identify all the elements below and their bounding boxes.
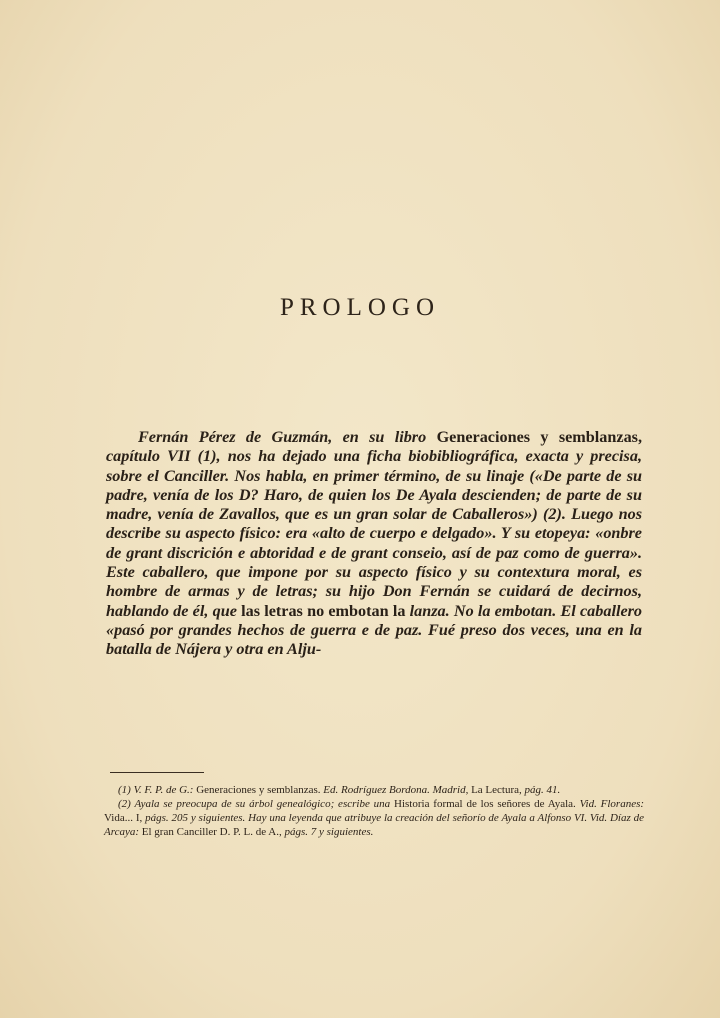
footnote-title: Vida... I, bbox=[104, 812, 143, 824]
footnote-text: Vid. Floranes: bbox=[579, 798, 645, 810]
footnote-text: págs. 7 y siguientes. bbox=[284, 826, 374, 838]
footnote-title: La Lectura, bbox=[471, 784, 522, 796]
text-run: lanza. No la embotan. El caballero «pasó por grandes hechos de guerra e de paz. Fué preso dos veces, una en la batalla de Nájera y otra en Alju- bbox=[106, 601, 643, 659]
footnote-text: (2) Ayala se preocupa de su árbol genealógico; escribe una bbox=[118, 798, 391, 810]
text-run: capítulo VII (1), nos ha dejado una ficha biobibliográfica, exacta y precisa, sobre el Canciller. Nos habla, en primer término, de su linaje («De parte de su padre, venía de los D? Haro, de quien los De Ayala descienden; de parte de su madre, venía de Zavallos, que es un gran solar de Caballeros») (2). Luego nos describe su aspecto físico: era «alto de cuerpo e delgado». Y su etopeya: «onbre de grant discrición e abtoridad e de grant conseio, así de paz como de guerra». Este caballero, que impone por su aspecto físico y su contextura moral, es hombre de armas y de letras; su hijo Don Fernán se cuidará de decirnos, hablando de él, que bbox=[106, 447, 642, 620]
page-title: PROLOGO bbox=[279, 294, 441, 321]
footnote-divider bbox=[110, 772, 204, 773]
footnote-title: Generaciones y semblanzas. bbox=[196, 784, 321, 796]
footnote-title: El gran Canciller D. P. L. de A., bbox=[141, 826, 282, 838]
quoted-phrase: las letras no embotan la bbox=[241, 601, 406, 620]
footnote-text: pág. 41. bbox=[524, 784, 561, 796]
footnote-title: Historia formal de los señores de Ayala. bbox=[394, 798, 576, 810]
text-run: Fernán Pérez de Guzmán, en su libro bbox=[138, 428, 427, 446]
body-paragraph bbox=[106, 428, 642, 660]
footnote-text: Ed. Rodríguez Bordona. Madrid, bbox=[323, 784, 469, 796]
footnote-2 bbox=[104, 797, 644, 839]
footnote-text: (1) V. F. P. de G.: bbox=[118, 784, 194, 796]
footnote-1 bbox=[104, 783, 644, 797]
footnotes bbox=[104, 783, 644, 839]
paragraph-text bbox=[106, 428, 642, 660]
book-title: Generaciones y semblanzas, bbox=[436, 428, 643, 446]
footnote-text: págs. 205 y siguientes. Hay una leyenda que atribuye la creación del señorío de Ayala a Alfonso VI. Vid. Díaz de Arcaya: bbox=[104, 812, 645, 838]
